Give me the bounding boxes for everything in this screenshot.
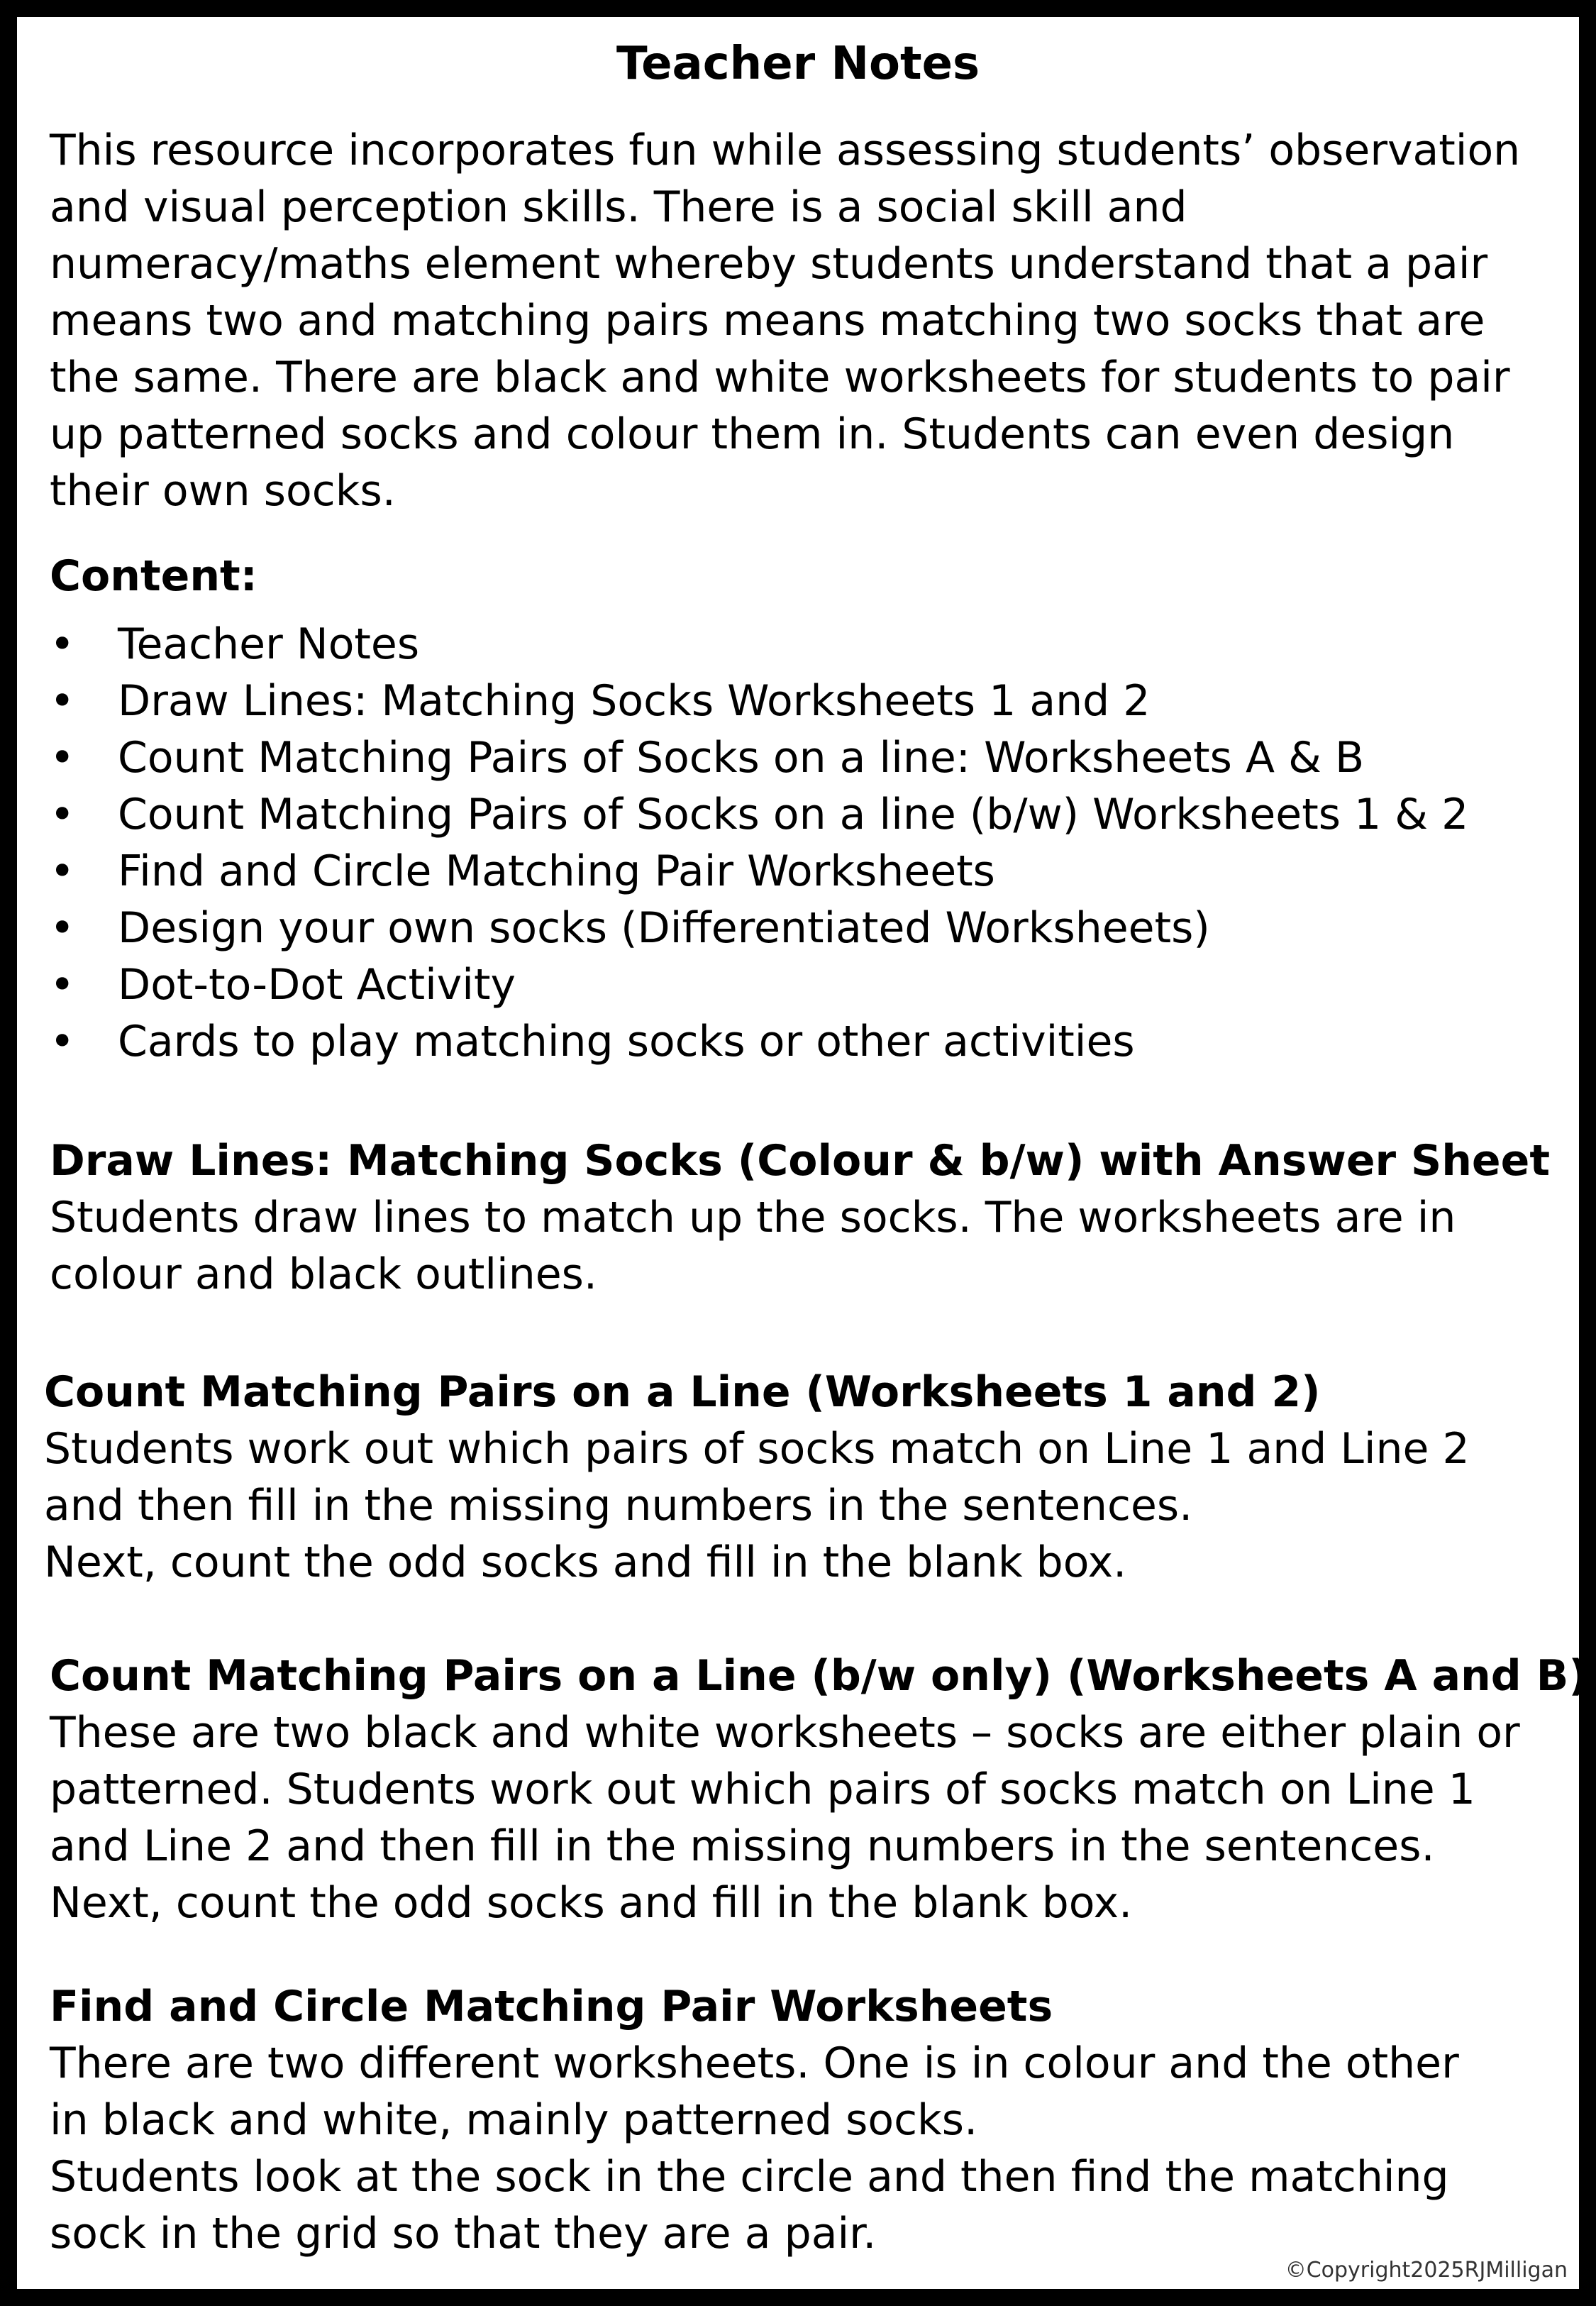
- bullet-icon: •: [50, 619, 75, 669]
- intro-line: means two and matching pairs means matching two socks that are: [50, 296, 1485, 346]
- bullet-icon: •: [50, 676, 75, 726]
- content-item-label: Count Matching Pairs of Socks on a line: Worksheets A & B: [118, 733, 1365, 783]
- section-count-worksheets-a-b: [50, 1648, 1588, 1931]
- section-line: patterned. Students work out which pairs of socks match on Line 1: [50, 1765, 1475, 1814]
- content-item-label: Find and Circle Matching Pair Worksheets: [118, 846, 995, 896]
- content-item-label: Count Matching Pairs of Socks on a line (b/w) Worksheets 1 & 2: [118, 790, 1469, 839]
- content-list-item: [50, 729, 1553, 786]
- section-line: Next, count the odd socks and fill in the blank box.: [50, 1878, 1133, 1928]
- section-draw-lines: [50, 1132, 1553, 1303]
- bullet-icon: •: [50, 733, 75, 783]
- bullet-icon: •: [50, 790, 75, 839]
- section-line: in black and white, mainly patterned socks.: [50, 2095, 978, 2145]
- section-line: Students look at the sock in the circle and then find the matching: [50, 2152, 1449, 2202]
- page-title: Teacher Notes: [616, 38, 980, 90]
- content-item-label: Cards to play matching socks or other activities: [118, 1017, 1135, 1066]
- content-list-item: [50, 843, 1553, 900]
- intro-line: numeracy/maths element whereby students understand that a pair: [50, 239, 1488, 289]
- content-item-label: Design your own socks (Differentiated Worksheets): [118, 903, 1210, 953]
- intro-line: and visual perception skills. There is a social skill and: [50, 182, 1187, 232]
- section-heading: Count Matching Pairs on a Line (b/w only) (Worksheets A and B): [50, 1651, 1588, 1701]
- content-item-label: Draw Lines: Matching Socks Worksheets 1 and 2: [118, 676, 1151, 726]
- intro-line: up patterned socks and colour them in. Students can even design: [50, 409, 1455, 459]
- section-line: Students draw lines to match up the socks. The worksheets are in: [50, 1193, 1456, 1242]
- content-heading: [50, 548, 1553, 605]
- content-heading-text: Content:: [50, 551, 257, 601]
- content-list-item: [50, 786, 1553, 843]
- bullet-icon: •: [50, 903, 75, 953]
- content-item-label: Dot-to-Dot Activity: [118, 960, 516, 1010]
- intro-line: This resource incorporates fun while assessing students’ observation: [50, 126, 1521, 175]
- section-line: sock in the grid so that they are a pair.: [50, 2209, 877, 2258]
- bullet-icon: •: [50, 1017, 75, 1066]
- section-line: There are two different worksheets. One is in colour and the other: [50, 2039, 1459, 2088]
- intro-line: their own socks.: [50, 466, 396, 516]
- bullet-icon: •: [50, 846, 75, 896]
- content-list-item: [50, 673, 1553, 729]
- content-list-item: [50, 900, 1553, 956]
- content-list-item: [50, 616, 1553, 673]
- section-heading: Draw Lines: Matching Socks (Colour & b/w) with Answer Sheet: [50, 1136, 1550, 1186]
- content-list-item: [50, 956, 1553, 1013]
- section-line: and then fill in the missing numbers in the sentences.: [44, 1481, 1193, 1530]
- section-line: and Line 2 and then fill in the missing numbers in the sentences.: [50, 1821, 1435, 1871]
- section-find-and-circle: [50, 1978, 1553, 2262]
- section-count-worksheets-1-2: [44, 1364, 1548, 1591]
- section-heading: Count Matching Pairs on a Line (Worksheets 1 and 2): [44, 1367, 1321, 1417]
- content-list-item: [50, 1013, 1553, 1070]
- section-line: colour and black outlines.: [50, 1249, 598, 1299]
- copyright-notice: ©Copyright2025RJMilligan: [1285, 2258, 1568, 2283]
- section-heading: Find and Circle Matching Pair Worksheets: [50, 1982, 1053, 2031]
- section-line: Next, count the odd socks and fill in the blank box.: [44, 1538, 1127, 1587]
- content-item-label: Teacher Notes: [118, 619, 420, 669]
- content-list: [50, 616, 1553, 1070]
- intro-line: the same. There are black and white worksheets for students to pair: [50, 353, 1510, 402]
- bullet-icon: •: [50, 960, 75, 1010]
- section-line: Students work out which pairs of socks match on Line 1 and Line 2: [44, 1424, 1470, 1474]
- intro-paragraph: [50, 122, 1553, 519]
- section-line: These are two black and white worksheets – socks are either plain or: [50, 1708, 1520, 1758]
